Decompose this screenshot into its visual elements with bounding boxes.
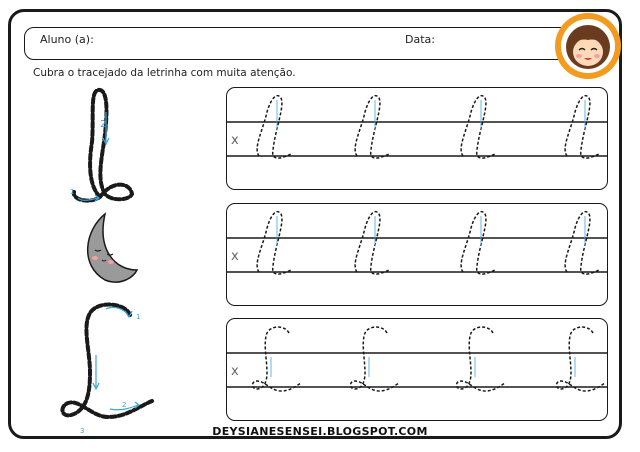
trace-letter-l <box>565 96 599 158</box>
start-mark: x <box>231 249 239 264</box>
practice-row-3 <box>226 318 608 421</box>
model-letter-l-lowercase <box>60 82 140 207</box>
model-lower-stroke-1: 1 <box>136 313 141 321</box>
model-lower-stroke-3: 3 <box>80 427 85 435</box>
sleeping-moon-icon <box>75 210 139 286</box>
student-name-label: Aluno (a): <box>40 33 94 46</box>
trace-letter-l <box>565 212 599 274</box>
model-upper-stroke-2: 2 <box>100 119 107 130</box>
student-info-box <box>24 27 584 60</box>
trace-letter-l <box>461 212 495 274</box>
model-upper-stroke-1: 1 <box>70 188 75 196</box>
trace-letter-l-uppercase <box>457 327 506 391</box>
instruction-text: Cubra o tracejado da letrinha com muita atenção. <box>33 67 296 79</box>
practice-row-1 <box>226 87 608 190</box>
avatar-logo <box>552 10 624 82</box>
trace-letter-l <box>461 96 495 158</box>
date-label: Data: <box>405 33 435 46</box>
start-mark: x <box>231 133 239 148</box>
trace-letter-l <box>257 212 291 274</box>
trace-letter-l-uppercase <box>351 327 400 391</box>
model-lower-stroke-2: 2 <box>122 401 127 409</box>
trace-letter-l <box>355 96 389 158</box>
trace-letter-l-uppercase <box>253 327 302 391</box>
trace-letter-l <box>355 212 389 274</box>
model-letter-l-uppercase <box>48 295 166 435</box>
practice-row-2 <box>226 203 608 306</box>
start-mark: x <box>231 364 239 379</box>
trace-letter-l-uppercase <box>557 327 606 391</box>
trace-letter-l <box>257 96 291 158</box>
blog-footer: DEYSIANESENSEI.BLOGSPOT.COM <box>212 425 428 438</box>
